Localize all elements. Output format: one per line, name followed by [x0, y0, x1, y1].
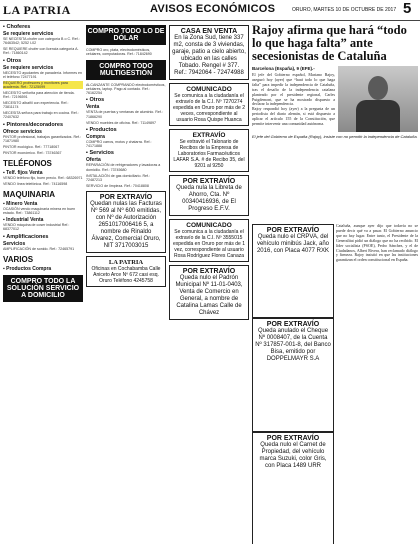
ad-text: Oficinas en Cochabamba Calle Aniceto Arce Nº 672 casi esq. Oruro Teléfono 4245758	[91, 265, 161, 284]
extravio-carnet-ad	[252, 432, 334, 544]
classified-ad: VENDO máquina de coser industrial Ref.: 68377012	[3, 223, 70, 232]
category-sub: ▪ Productos Compra	[3, 265, 52, 272]
issue-date: ORURO, MARTES 10 DE OCTUBRE DE 2017	[292, 7, 397, 13]
category-sub: Oferta	[86, 157, 101, 164]
story-paragraph: El jefe del Gobierno español, Mariano Rajoy, aseguró hoy (ayer) que “hará todo lo que haga falta” para impedir la independencia de Cataluña, tras el desafío de la independencia catalana planteado por el presidente regional, Carles Puigdemont, que se ha mostrado dispuesto a declarar la independencia.	[252, 72, 335, 107]
classifieds-column-3	[169, 22, 249, 544]
la-patria-office-ad	[86, 256, 166, 287]
compro-dolar-ad: COMPRO TODO LO DE DÓLAR	[86, 25, 166, 45]
compro-multigestion-ad: COMPRO TODO MULTIGESTIÓN	[86, 60, 166, 80]
classified-ad: NECESITO señorita para atención de tienda. Ref.: 72196591	[3, 90, 75, 100]
classified-ad: OCASIÓN vendo maquinaria minera en buen estado. Ref.: 73861112	[3, 206, 76, 216]
photo-caption: El jefe del Gobierno de España (Rajoy), insiste con no permitir la independencia de Cataluña.	[252, 134, 418, 139]
classified-ad: SE NECESITA chofer con categoría B o C. Ref.: 76463542; 5252 I-02	[3, 37, 80, 46]
category-sub: Compra	[86, 133, 105, 140]
ad-title: POR EXTRAVÍO	[266, 435, 320, 442]
extravio-crpva-ad	[252, 224, 334, 318]
category-heading: ▪ Pintores/decoradores	[3, 121, 64, 128]
ad-title: LA PATRIA	[108, 258, 144, 266]
ad-text: Se extravió el Talonario de Recibos de la Empresa de Laboratorios Farmacéuticos LAFAR S.A. # de Recibo 35, del 9201 al 9250	[173, 139, 245, 169]
newspaper-brand: LA PATRIA	[3, 3, 71, 17]
page-header	[0, 0, 420, 21]
ad-title: POR EXTRAVÍO	[182, 178, 236, 185]
ad-title: POR EXTRAVÍO	[266, 321, 320, 328]
ad-text: Se comunica a la ciudadanía el extravío de la C.I. Nº 3555015 expedida en Oruro por más de 1 vez, correspondiente al usuario Rosa Rodríguez Flores Canaza	[173, 229, 245, 259]
classified-ad: VENDO línea telefónica. Ref.: 74116598	[3, 181, 68, 186]
category-sub: Servicios	[3, 240, 26, 247]
story-photo	[338, 66, 418, 132]
category-heading: ▪ Otros	[86, 97, 105, 104]
classified-ad: PINTOR profesional, trabajos garantizados. Ref.: 71871980	[3, 134, 82, 143]
classified-ad: COMPRO oro, plata, electrodomésticos, celulares, computadoras. Ref.: 71842690	[86, 48, 152, 57]
category-heading: ▪ Productos	[86, 126, 117, 133]
category-heading: ▪ Otros	[3, 57, 22, 64]
category-sub: ▪ Telf. fijos Venta	[3, 169, 43, 176]
person-torso-shape	[356, 100, 400, 132]
casa-venta-ad	[169, 25, 249, 80]
category-sub: Ofrece servicios	[3, 128, 42, 135]
ad-text: Se comunica a la ciudadanía el extravío de la C.I. Nº 7270274 expedida en Oruro por más de 2 veces, correspondiente al usuario Rosa Quispe Huanca	[173, 93, 245, 123]
classified-ad: NECESITA señora para trabajo en cocina. Ref.: 72407632	[3, 111, 79, 120]
person-head-shape	[368, 76, 388, 100]
ad-text: En la Zona Sud, tiene 337 m2, consta de 3 viviendas, garaje, patio a cielo abierto, ubicado en las calles Tobado. Rengel # 377. Ref.: 7942064 - 72474988	[172, 35, 246, 76]
classified-ad: SE REQUIERE chofer con licencia categoría A. Ref.: 71860142	[3, 47, 79, 56]
classified-ad: NECESITO albañil con experiencia. Ref.: 73811174	[3, 100, 69, 110]
ad-title: POR EXTRAVÍO	[99, 193, 153, 201]
comunicado-ad	[169, 219, 249, 262]
ad-title: CASA EN VENTA	[180, 28, 238, 35]
category-heading: ▪ Amplificaciones	[3, 233, 49, 240]
ad-title: POR EXTRAVÍO	[182, 268, 236, 275]
section-title: AVISOS ECONÓMICOS	[150, 3, 276, 15]
classified-ad: VENDO muebles de oficina. Ref.: 71149897	[86, 120, 157, 125]
classified-ad: SERVICIO de limpieza. Ref.: 70418808	[86, 183, 149, 188]
category-heading: ▪ Servicios	[86, 150, 114, 157]
page-number: 5	[403, 0, 412, 17]
extravio-talonario-ad	[169, 129, 249, 172]
ad-title: EXTRAVÍO	[192, 132, 226, 139]
classified-ad: ALCANZANTE COMPRANDO electrodomésticos, celulares, laptop. Pago al contado. Ref.: 76162254	[86, 82, 166, 96]
category-sub: Venta	[86, 104, 100, 111]
classified-ad: PINTOR ecológico. Ref.: 77718067	[3, 144, 60, 149]
story-headline: Rajoy afirma que hará “todo lo que haga falta” ante secesionistas de Cataluña	[252, 23, 407, 63]
category-heading: TELÉFONOS	[3, 158, 52, 168]
ad-text: Queda nulo el CRPVA, del vehículo minibús Jack, año 2016, con Placa 4077 RXK	[256, 234, 330, 254]
comunicado-ad	[169, 83, 249, 126]
category-heading: ▪ Choferes	[3, 24, 31, 30]
ad-text: Queda nula la Libreta de Ahorro, Cta. Nº 00340416936, de El Progreso E.F.V.	[176, 185, 242, 212]
classified-ad: VENTA de puertas y ventanas de aluminio. Ref.: 71866290	[86, 110, 163, 119]
story-paragraph: Rajoy respondió hoy (ayer) a la pregunta de un periodista del diario alemán, si está dispuesto a aplicar el artículo 155 de la Constitución, que permite intervenir una comunidad autónoma.	[252, 106, 335, 127]
classifieds-column-1	[3, 22, 83, 544]
classified-ad: NECESITO ayudantes de panadería. Informes en el teléfono 72477191	[3, 70, 83, 79]
extravio-padron-ad	[169, 265, 249, 320]
extravio-libreta-ad	[169, 175, 249, 216]
category-sub: Se requiere servicios	[3, 64, 54, 71]
ad-title: COMUNICADO	[186, 86, 232, 93]
classified-ad: INSTALACIÓN de gas domiciliario. Ref.: 72487213	[86, 173, 151, 182]
classified-ad: COMPRO carros, motos y chatarra. Ref.: 74171888	[86, 139, 152, 149]
story-continuation: Cataluña, aunque ayer dijo que todavía no se puede decir qué va a pasar. El Gobierno anuncio que no hay lugar. Entre tanto, el Presidente de la Generalitat pidió un diálogo que no ha recibido. El líder socialista (PSOE), Pedro Sánchez, y el de Ciudadanos, Albert Rivera, han reclamado diálogo y firmeza. Rajoy insistió en que las instituciones garantizan el orden constitucional en España.	[336, 224, 418, 263]
extravio-cheque-ad	[252, 318, 334, 432]
classified-ad-highlight: REQUIERO profesores y monitores para academia. Ref.: 72125099	[3, 81, 83, 90]
classified-ad: PINTOR económico. Ref.: 73746367	[3, 150, 62, 155]
category-sub: Se requiere servicios	[3, 31, 54, 37]
lower-right-area	[252, 222, 418, 544]
news-story	[252, 22, 418, 222]
ad-title: POR EXTRAVÍO	[266, 227, 320, 234]
extravio-facturas-ad	[86, 191, 166, 253]
ad-text: Queda nulo el Carnet de Propiedad, del vehículo marca Suzuki, color Gris, con Placa 1489 URR	[259, 442, 327, 469]
category-heading: MAQUINARIA	[3, 189, 55, 199]
ad-text: Queda anulado el Cheque Nº 0008407, de la Cuenta Nº 317857-001-8, del Banco Bisa, emitido por DOPPELMAYR S.A	[255, 328, 331, 362]
category-sub: ▪ Minero Venta	[3, 200, 38, 207]
classifieds-column-2	[86, 22, 166, 544]
category-heading: VARIOS	[3, 254, 34, 264]
ad-text: Queda nulo el Padrón Municipal Nº 11-01-0403, Venta de Comercio en General, a nombre de Catalina Lamas Calle de Chávez	[175, 275, 243, 316]
story-byline: Barcelona (España), 9 (EFE).-	[252, 66, 315, 71]
category-sub: ▪ Industrial Venta	[3, 217, 44, 224]
classified-ad: AMPLIFICACIÓN de sonido. Ref.: 72465791	[3, 246, 75, 251]
compro-todo-ad: COMPRO TODO LA SOLUCIÓN SERVICIO A DOMICILIO	[3, 275, 83, 302]
classified-ad: VENDO teléfono fijo, buen precio. Ref.: 68326971	[3, 175, 83, 180]
ad-text: Quedan nulas las Facturas Nº 569 al Nº 600 emitidas, con Nº de Autorización 2651017006416 5, a nombre de Rinaldo Álvarez, Comercial Oruro, NIT 3717003015	[90, 200, 162, 249]
classified-ad: REPARACIÓN de refrigeradores y lavadoras a domicilio. Ref.: 73745680	[86, 163, 161, 172]
ad-title: COMUNICADO	[186, 222, 232, 229]
